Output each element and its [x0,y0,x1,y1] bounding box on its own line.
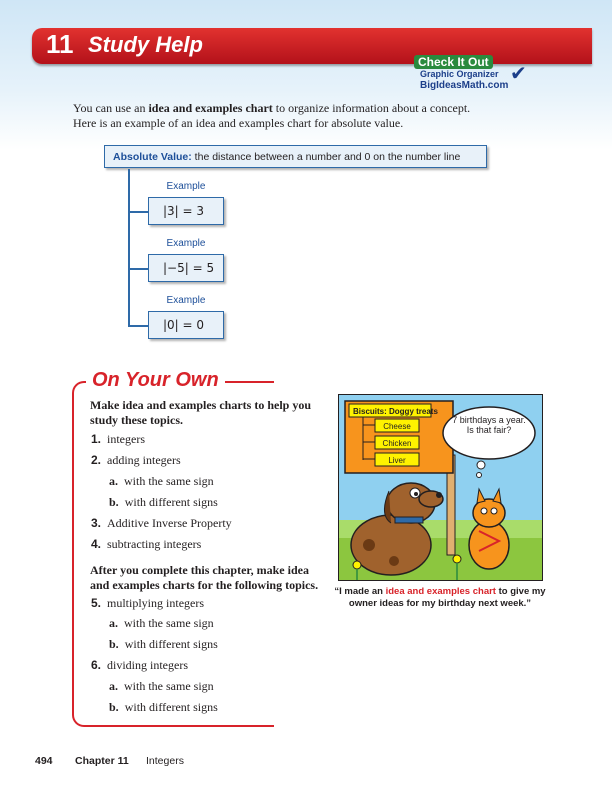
speech-bubble-text: 7 birthdays a year. Is that fair? [452,415,526,435]
footer-topic: Integers [146,755,184,767]
list-item: 4. subtracting integers [91,537,202,551]
tree-branch [128,268,148,270]
example-box: |−5| = 5 [148,254,224,282]
badge-subheading: Graphic Organizer [420,69,499,79]
footer-chapter: Chapter 11 [75,755,129,767]
intro-paragraph: You can use an idea and examples chart to organize information about a concept. Here is an example of an idea and examples chart for absolute value. [73,101,471,130]
cartoon-caption: “I made an idea and examples chart to give my owner ideas for my birthday next week.” [334,586,546,609]
concept-definition: the distance between a number and 0 on the number line [191,151,461,163]
sign-item: Chicken [382,439,412,448]
sign-item: Liver [388,456,406,465]
page-number: 494 [35,755,53,767]
cartoon-scene [339,395,542,580]
instruction-text: Make idea and examples charts to help you study these topics. [90,398,312,427]
list-subitem: a. with the same sign [109,474,214,488]
list-subitem: b. with different signs [109,637,218,651]
page-title: Study Help [88,32,203,57]
check-it-out-badge[interactable] [414,55,542,95]
tree-branch [128,325,148,327]
badge-heading: Check It Out [414,55,493,69]
list-subitem: a. with the same sign [109,616,214,630]
concept-label: Absolute Value: [113,151,192,163]
sign-title: Biscuits: Doggy treats [353,407,438,416]
example-label: Example [166,238,206,249]
on-your-own-title: On Your Own [86,369,225,392]
example-label: Example [166,295,206,306]
list-item: 1. integers [91,432,146,446]
chapter-number: 11 [46,29,74,59]
sign-item: Cheese [383,422,411,431]
list-item: 5. multiplying integers [91,596,205,610]
concept-box [104,145,487,168]
list-subitem: b. with different signs [109,495,218,509]
example-label: Example [166,181,206,192]
list-subitem: a. with the same sign [109,679,214,693]
tree-branch [128,211,148,213]
example-box: |3| = 3 [148,197,224,225]
list-item: 6. dividing integers [91,658,189,672]
tree-connector [128,169,130,327]
example-box: |0| = 0 [148,311,224,339]
cartoon-illustration [338,394,543,581]
list-item: 2. adding integers [91,453,181,467]
list-subitem: b. with different signs [109,700,218,714]
list-item: 3. Additive Inverse Property [91,516,232,530]
checkmark-icon: ✔ [510,63,527,85]
instruction-text: After you complete this chapter, make idea and examples charts for the following topics. [90,563,319,592]
badge-site: BigIdeasMath.com [420,80,509,91]
